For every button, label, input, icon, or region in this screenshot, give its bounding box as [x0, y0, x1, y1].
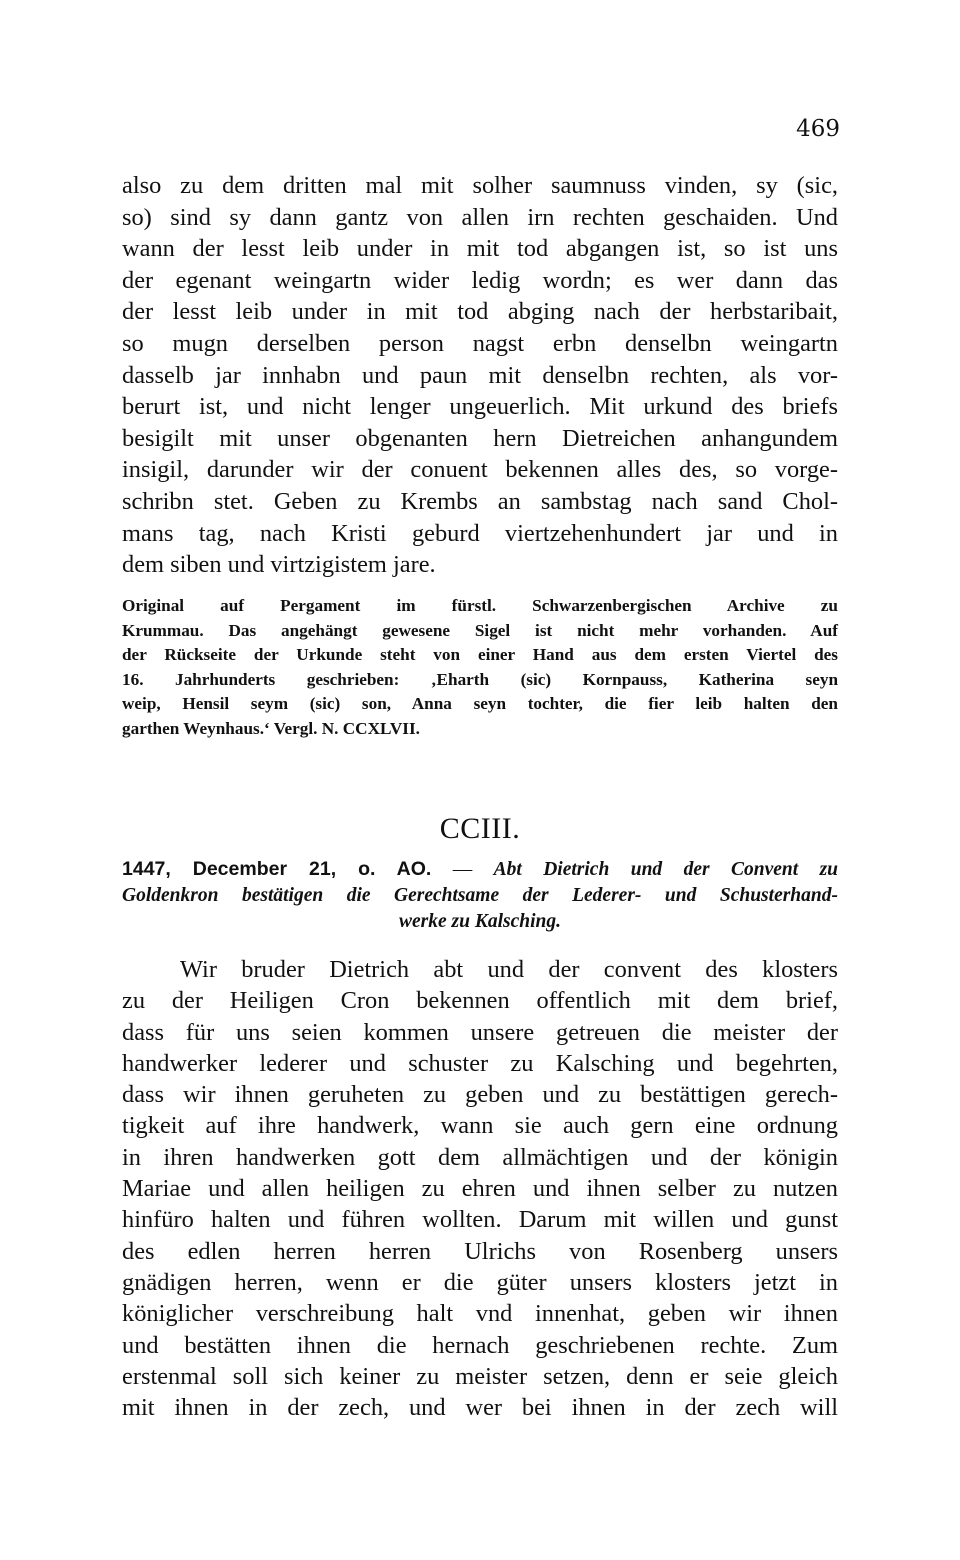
note-line: der Rückseite der Urkunde steht von einer Hand aus dem ersten Viertel des — [122, 645, 838, 665]
charter-text-continuation — [122, 170, 838, 581]
note-line: Krummau. Das angehängt gewesene Sigel ist nicht mehr vorhanden. Auf — [122, 620, 838, 640]
text-line: schribn stet. Geben zu Krembs an sambstag nach sand Chol- — [122, 487, 838, 515]
text-line: dass für uns seien kommen unsere getreuen die meister der — [122, 1018, 838, 1046]
regest-line: Goldenkron bestätigen die Gerechtsame der Lederer- und Schusterhand- — [122, 885, 838, 906]
text-line: in ihren handwerken gott dem allmächtigen und der königin — [122, 1143, 838, 1171]
page-number: 469 — [796, 116, 840, 142]
document-number-heading: CCIII. — [439, 812, 521, 845]
text-line: zu der Heiligen Cron bekennen offentlich mit dem brief, — [122, 987, 838, 1015]
text-line: wann der lesst leib under in mit tod abgangen ist, so ist uns — [122, 235, 838, 263]
text-line: dasselb jar innhabn und paun mit denselbn rechten, als vor- — [122, 361, 838, 389]
text-line: der egenant weingartn wider ledig wordn; es wer dann das — [122, 266, 838, 294]
text-line: berurt ist, und nicht lenger ungeuerlich. Mit urkund des briefs — [122, 393, 838, 421]
regest-line — [122, 856, 838, 883]
regest-date: 1447, December 21, o. AO. — [122, 858, 432, 880]
regest-title-part: Abt Dietrich und der Convent zu — [493, 859, 839, 880]
text-line: dem siben und virtzigistem jare. — [122, 551, 436, 579]
text-line: hinfüro halten und führen wollten. Darum mit willen und gunst — [122, 1206, 838, 1234]
text-line: mans tag, nach Kristi geburd viertzehenhundert jar und in — [122, 519, 838, 547]
note-line: Original auf Pergament im fürstl. Schwarzenbergischen Archive zu — [122, 596, 838, 615]
text-line: besigilt mit unser obgenanten hern Dietreichen anhangundem — [122, 424, 838, 452]
text-line: so mugn derselben person nagst erbn denselbn weingartn — [122, 329, 838, 357]
text-line: des edlen herren herren Ulrichs von Rosenberg unsers — [122, 1237, 838, 1265]
text-line: tigkeit auf ihre handwerk, wann sie auch gern eine ordnung — [122, 1112, 838, 1140]
text-line: also zu dem dritten mal mit solher saumnuss vinden, sy (sic, — [122, 172, 838, 199]
text-line: königlicher verschreibung halt vnd innenhat, geben wir ihnen — [122, 1300, 838, 1328]
archival-note — [122, 594, 838, 742]
note-line: weip, Hensil seym (sic) son, Anna seyn tochter, die fier leib halten den — [122, 694, 838, 714]
text-line: der lesst leib under in mit tod abging nach der herbstaribait, — [122, 298, 838, 326]
charter-text — [122, 954, 838, 1423]
text-line: mit ihnen in der zech, und wer bei ihnen in der zech will — [122, 1394, 838, 1422]
text-line: gnädigen herren, wenn er die güter unsers klosters jetzt in — [122, 1268, 838, 1296]
regest-dash: — — [431, 859, 494, 880]
text-line: dass wir ihnen geruheten zu geben und zu bestättigen gerech- — [122, 1081, 838, 1109]
text-line: handwerker lederer und schuster zu Kalsching und begehrten, — [122, 1049, 838, 1077]
text-line: und bestätten ihnen die hernach geschriebenen rechte. Zum — [122, 1331, 838, 1359]
text-line: erstenmal soll sich keiner zu meister setzen, denn er seie gleich — [122, 1362, 838, 1390]
note-line: garthen Weynhaus.‘ Vergl. N. CCXLVII. — [122, 718, 420, 738]
text-line: insigil, darunder wir der conuent bekennen alles des, so vorge- — [122, 456, 838, 484]
regest-line: werke zu Kalsching. — [399, 911, 561, 932]
text-line: so) sind sy dann gantz von allen irn rechten geschaiden. Und — [122, 203, 838, 231]
note-line: 16. Jahrhunderts geschrieben: ‚Eharth (sic) Kornpauss, Katherina seyn — [122, 669, 838, 689]
regest-summary — [122, 856, 838, 935]
text-line: Wir bruder Dietrich abt und der convent des klosters — [180, 956, 838, 983]
text-line: Mariae und allen heiligen zu ehren und ihnen selber zu nutzen — [122, 1175, 838, 1203]
